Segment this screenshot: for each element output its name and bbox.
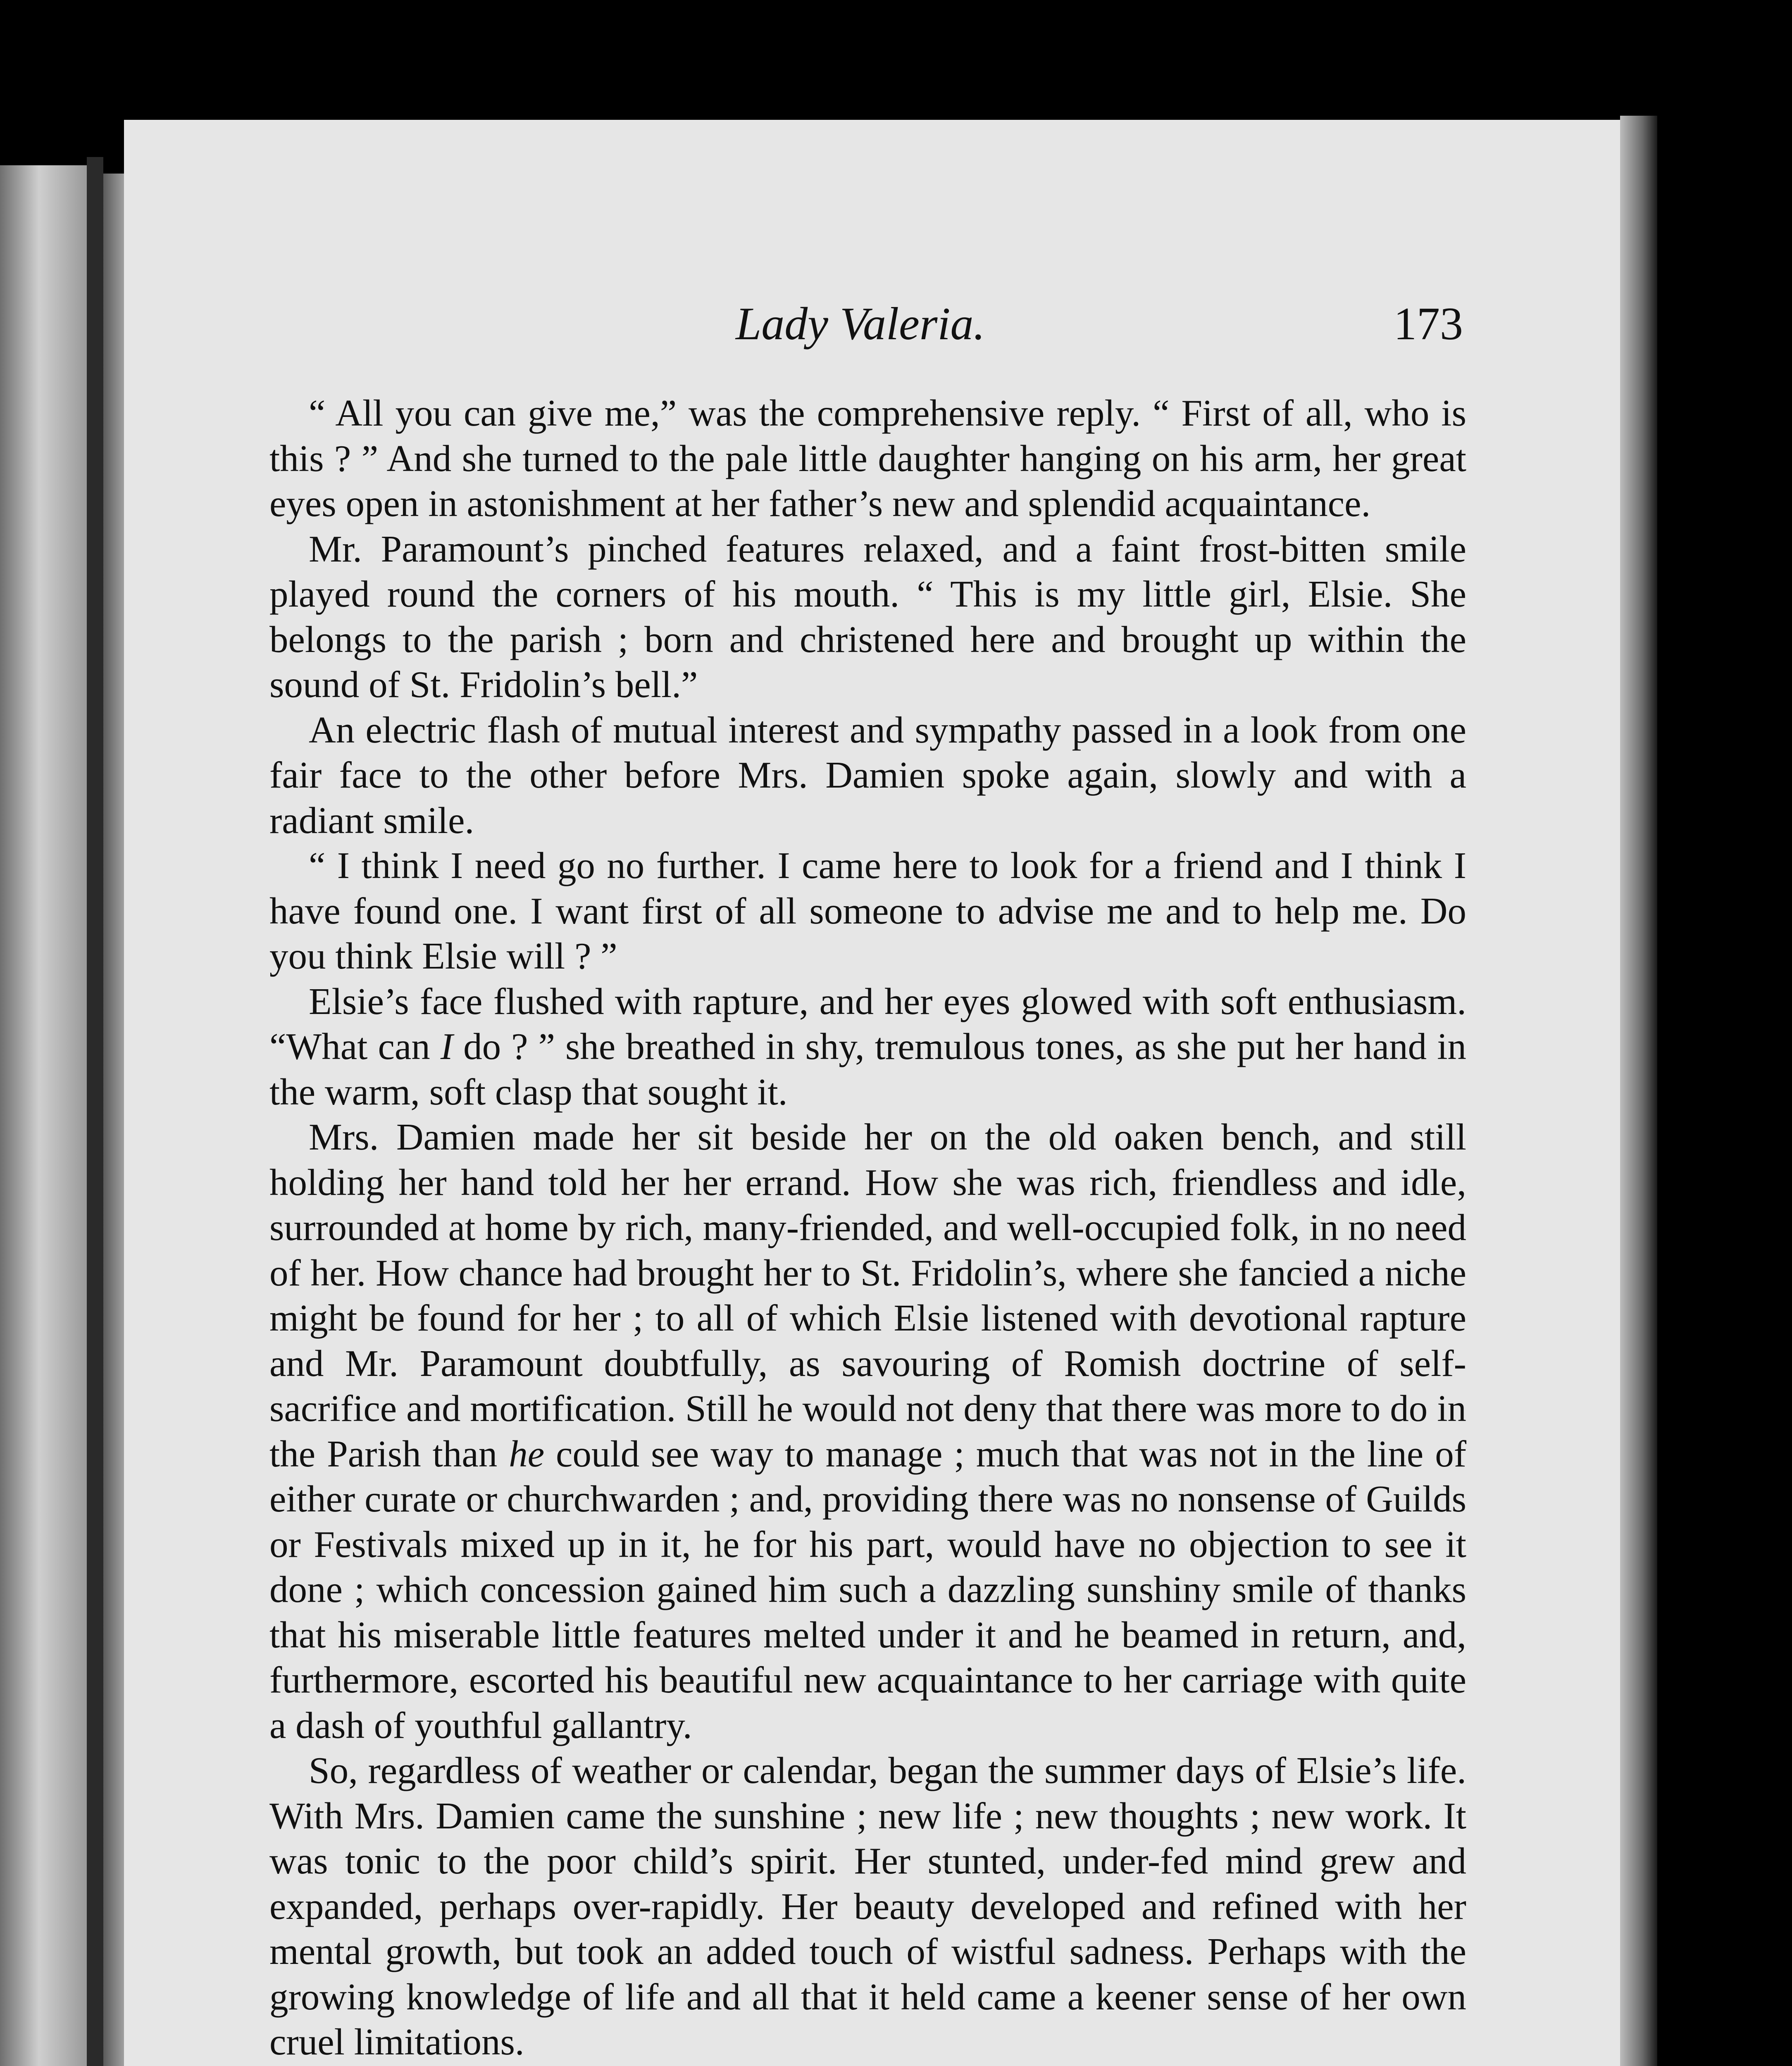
text-run: could see way to manage ; much that was not in the line of either curate or churchwarden ; and, providing there was no nonsense of Guilds or Festivals mixed up in it, he for his part, would have no objection to see it done ; which concession gained him such a dazzling sunshiny smile of thanks that his miserable little features melted under it and he beamed in return, and, furthermore, escorted his beautiful new acquaintance to her carriage with quite a dash of youthful gallantry. bbox=[269, 1433, 1466, 1746]
text-run: Elsie’s face flushed with rapture, and her eyes glowed with soft enthusiasm. “What can bbox=[269, 980, 1466, 1067]
book-spine-shadow bbox=[87, 157, 103, 2066]
facing-page-edge bbox=[0, 165, 87, 2066]
paragraph: So, regardless of weather or calendar, began the summer days of Elsie’s life. With Mrs. Damien came the sunshine ; new life ; new thoughts ; new work. It was tonic to the poor child’s spirit. Her stunted, under-fed mind grew and expanded, perhaps over-rapidly. Her beauty developed and refined with her mental growth, but took an added touch of wistful sadness. Perhaps with the growing knowledge of life and all that it held came a keener sense of her own cruel limitations. bbox=[269, 1749, 1466, 2063]
paragraph: “ All you can give me,” was the comprehensive reply. “ First of all, who is this ? ” And she turned to the pale little daughter hanging on his arm, her great eyes open in astonishment at her father’s new and splendid acquaintance. bbox=[269, 392, 1466, 524]
text-run: do ? ” she breathed in shy, tremulous tones, as she put her hand in the warm, soft clasp that sought it. bbox=[269, 1026, 1466, 1113]
paragraph bbox=[269, 1114, 1466, 1748]
paragraph bbox=[269, 2065, 1466, 2066]
italic-emphasis: I bbox=[440, 1026, 453, 1067]
paragraph bbox=[269, 979, 1466, 1115]
page-stack-edge bbox=[1620, 116, 1657, 2066]
page-number: 173 bbox=[1394, 298, 1463, 350]
body-text bbox=[269, 390, 1466, 2066]
italic-emphasis: he bbox=[509, 1433, 545, 1475]
paragraph: “ I think I need go no further. I came here to look for a friend and I think I have found one. I want first of all someone to advise me and to help me. Do you think Elsie will ? ” bbox=[269, 845, 1466, 977]
running-title: Lady Valeria. bbox=[736, 298, 985, 350]
page-header bbox=[265, 298, 1463, 355]
text-run: Mrs. Damien made her sit beside her on the old oaken bench, and still holding her hand told her her errand. How she was rich, friendless and idle, surrounded at home by rich, many-friended, and well-occupied folk, in no need of her. How chance had brought her to St. Fridolin’s, where she fancied a niche might be found for her ; to all of which Elsie listened with devotional rapture and Mr. Paramount doubtfully, as savouring of Romish doctrine of self-sacrifice and mortification. Still he would not deny that there was more to do in the Parish than bbox=[269, 1116, 1466, 1475]
paragraph: An electric flash of mutual interest and sympathy passed in a look from one fair face to the other before Mrs. Damien spoke again, slowly and with a radiant smile. bbox=[269, 709, 1466, 841]
paragraph: Mr. Paramount’s pinched features relaxed, and a faint frost-bitten smile played round the corners of his mouth. “ This is my little girl, Elsie. She belongs to the parish ; born and christened here and brought up within the sound of St. Fridolin’s bell.” bbox=[269, 528, 1466, 705]
